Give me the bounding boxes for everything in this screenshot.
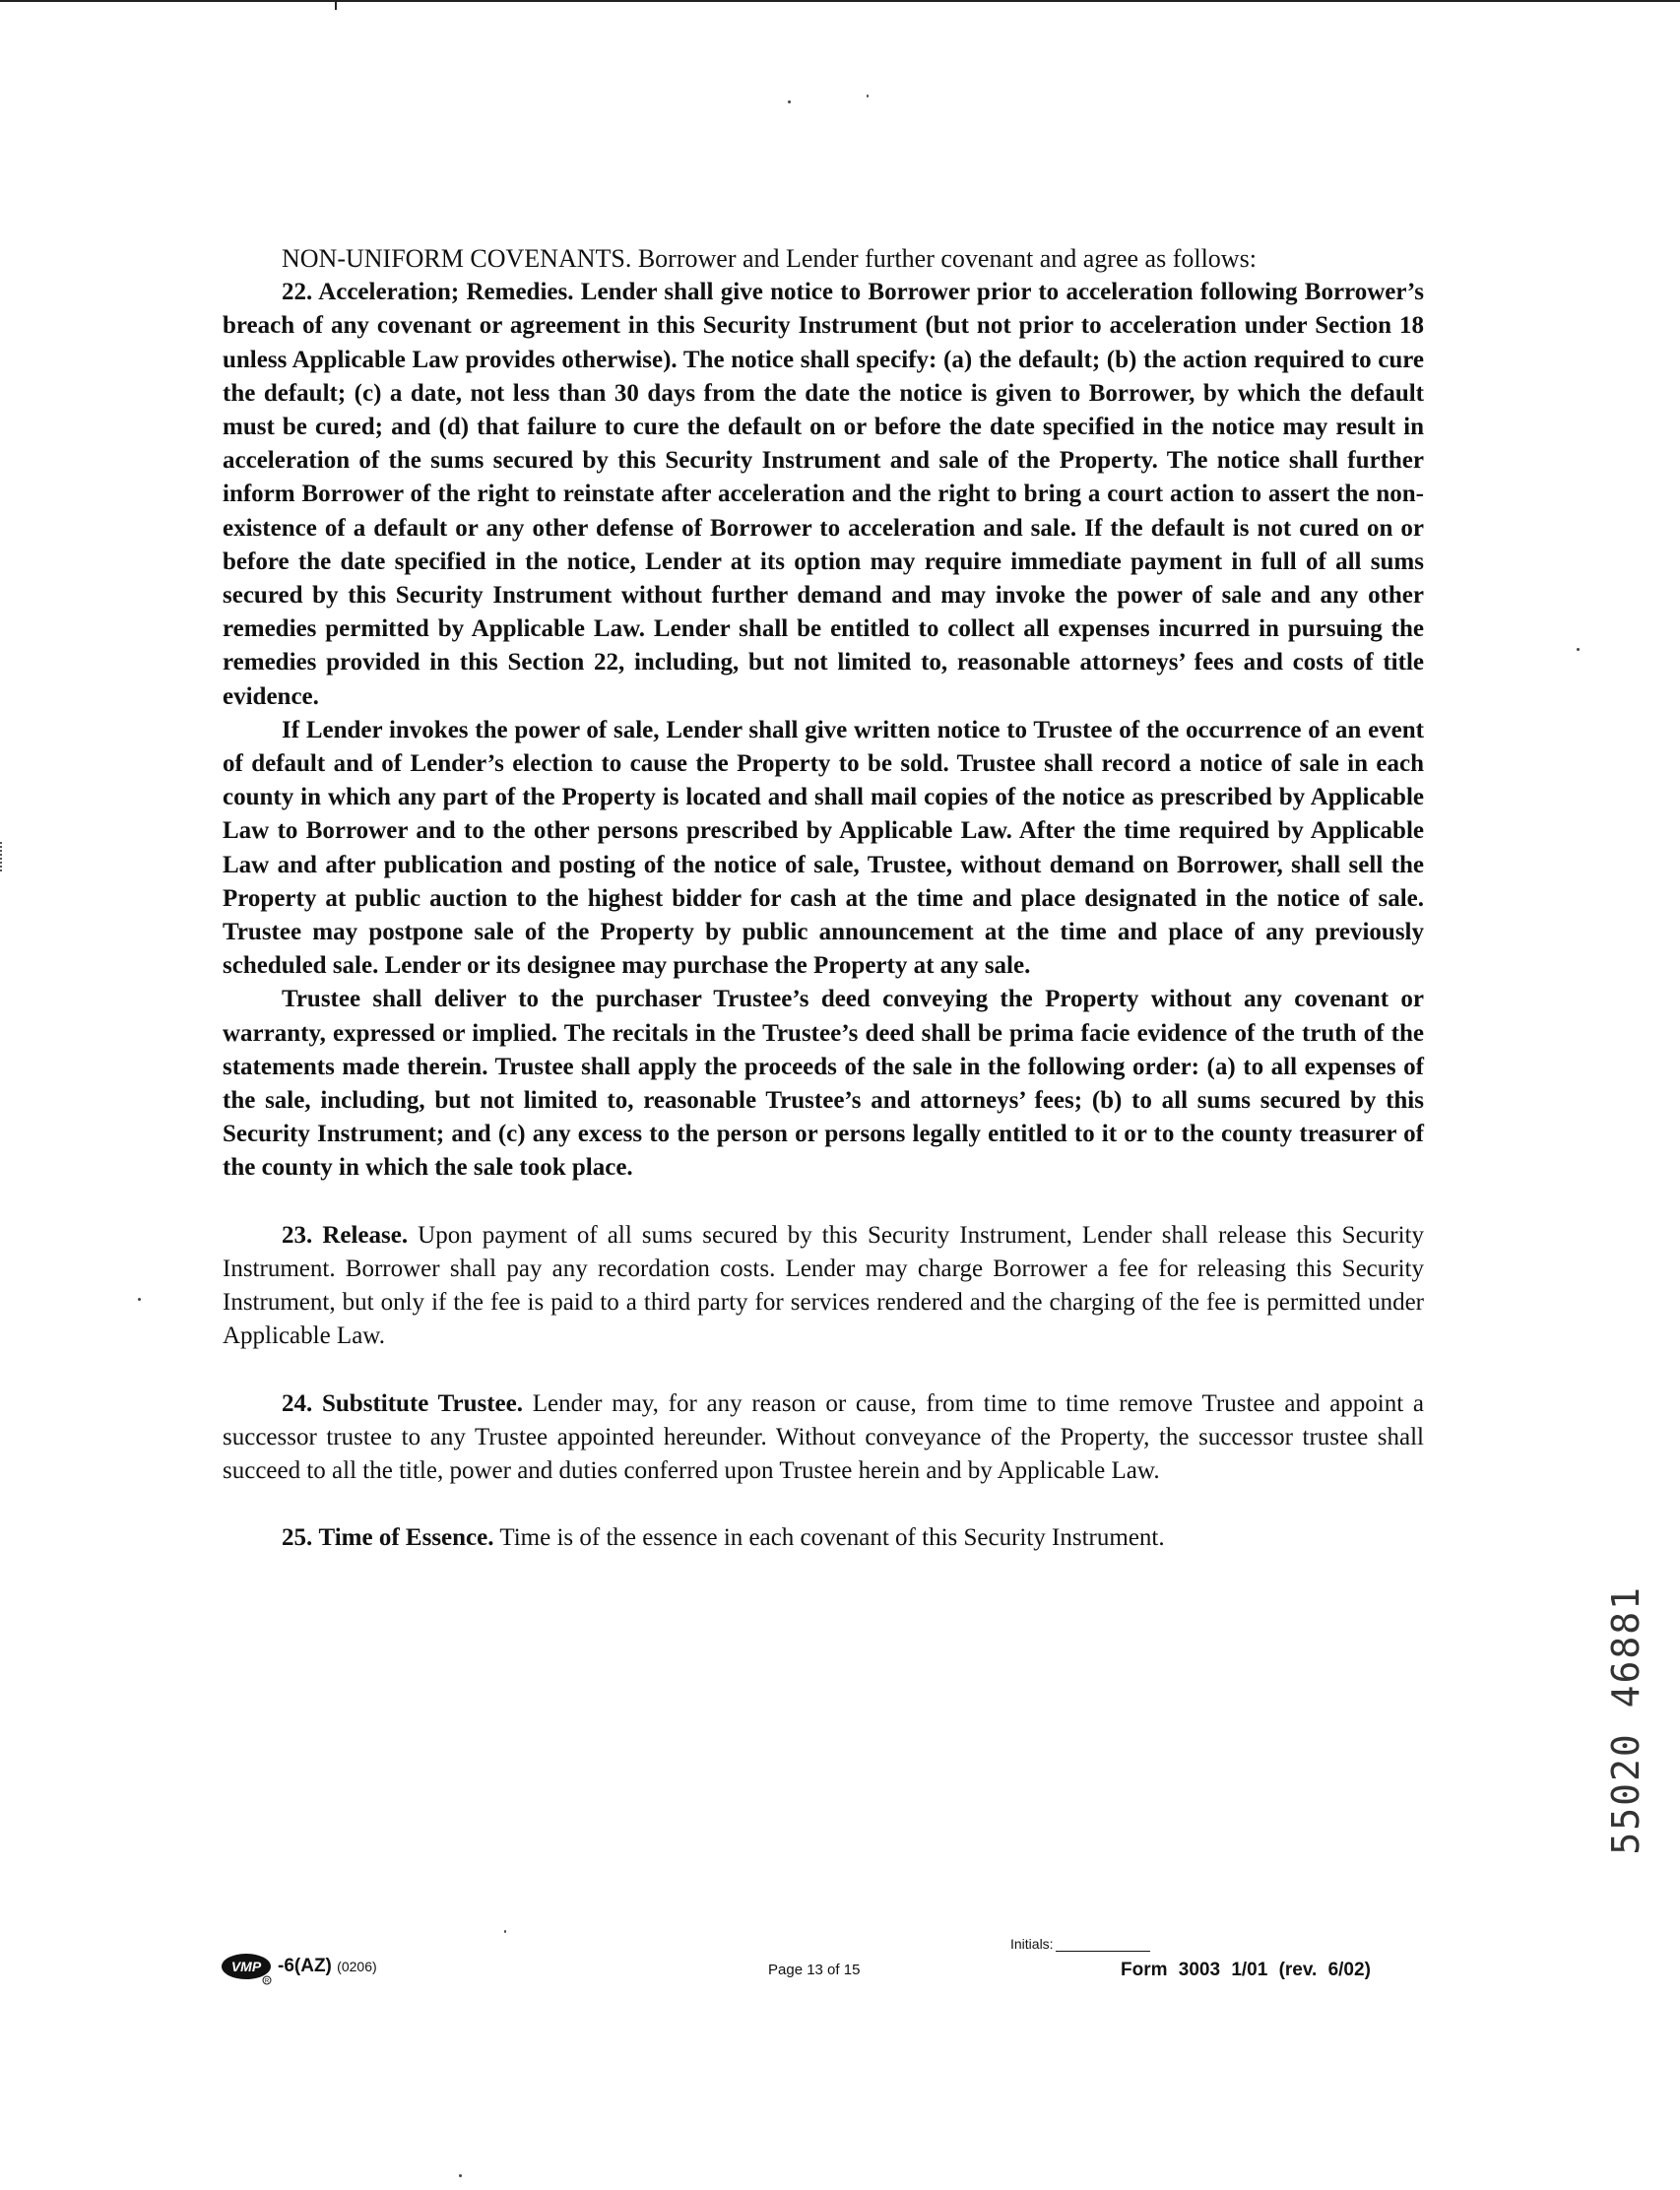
top-border-line: [0, 0, 1680, 2]
section-25-number: 25.: [282, 1524, 313, 1552]
form-code-suffix: (0206): [337, 1959, 377, 1974]
section-22-number: 22.: [282, 279, 313, 306]
form-code: [278, 1956, 377, 1977]
scan-edge-mark: [0, 842, 5, 871]
page-footer: [0, 1936, 1680, 2011]
scan-speck: [504, 1930, 506, 1933]
initials-label: Initials:: [1010, 1936, 1054, 1952]
section-22-trustee-deed: Trustee shall deliver to the purchaser Trustee’s deed conveying the Property without any covenant or warranty, expressed or implied. The recitals in the Trustee’s deed shall be prima facie evidence of the truth of the statements made therein. Trustee shall apply the proceeds of the sale in the following order: (a) to all expenses of the sale, including, but not limited to, reasonable Trustee’s and attorneys’ fees; (b) to all sums secured by this Security Instrument; and (c) any excess to the person or persons legally entitled to it or to the county treasurer of the county in which the sale took place.: [223, 986, 1424, 1182]
section-22-power-of-sale: If Lender invokes the power of sale, Lender shall give written notice to Trustee of the occurrence of an event of default and of Lender’s election to cause the Property to be sold. Trustee shall record a notice of sale in each county in which any part of the Property is located and shall mail copies of the notice as prescribed by Applicable Law to Borrower and to the other persons prescribed by Applicable Law. After the time required by Applicable Law and after publication and posting of the notice of sale, Trustee, without demand on Borrower, shall sell the Property at public auction to the highest bidder for cash at the time and place designated in the notice of sale. Trustee may postpone sale of the Property by public announcement at the time and place of any previously scheduled sale. Lender or its designee may purchase the Property at any sale.: [223, 716, 1424, 980]
section-22-text: Lender shall give notice to Borrower prior to acceleration following Borrower’s breach of any covenant or agreement in this Security Instrument (but not prior to acceleration under Section 18 unless Applicable Law provides otherwise). The notice shall specify: (a) the default; (b) the action required to cure the default; (c) a date, not less than 30 days from the date the notice is given to Borrower, by which the default must be cured; and (d) that failure to cure the default on or before the date specified in the notice may result in acceleration of the sums secured by this Security Instrument and sale of the Property. The notice shall further inform Borrower of the right to reinstate after acceleration and the right to bring a court action to assert the non-existence of a default or any other defense of Borrower to acceleration and sale. If the default is not cured on or before the date specified in the notice, Lender at its option may require immediate payment in full of all sums secured by this Security Instrument without further demand and may invoke the power of sale and any other remedies permitted by Applicable Law. Lender shall be entitled to collect all expenses incurred in pursuing the remedies provided in this Section 22, including, but not limited to, reasonable attorneys’ fees and costs of title evidence.: [223, 279, 1425, 710]
top-border-tick: [335, 0, 337, 10]
section-23-heading: Release.: [322, 1221, 409, 1249]
vmp-logo-icon: [221, 1952, 276, 1985]
form-code-main: -6(AZ): [278, 1956, 332, 1976]
document-id-stamp: 55020 46881: [1604, 1585, 1648, 1855]
scan-speck: [1577, 648, 1580, 651]
section-24-number: 24.: [282, 1389, 313, 1417]
initials-line[interactable]: [1056, 1951, 1150, 1952]
scan-speck: [138, 1298, 141, 1301]
section-23-text: Upon payment of all sums secured by this Security Instrument, Lender shall release this Security Instrument. Borrower shall pay any recordation costs. Lender may charge Borrower a fee for releasing this Security Instrument, but only if the fee is paid to a third party for services rendered and the charging of the fee is permitted under Applicable Law.: [223, 1221, 1424, 1350]
scan-speck: [867, 95, 869, 97]
section-25-paragraph: [223, 1521, 1424, 1555]
vmp-logo-text: VMP: [230, 1959, 262, 1974]
section-25-text: Time is of the essence in each covenant of this Security Instrument.: [499, 1524, 1165, 1552]
section-23-paragraph: [223, 1219, 1424, 1354]
scan-speck: [459, 2174, 462, 2177]
section-22-heading: Acceleration; Remedies.: [318, 279, 574, 306]
document-body: [223, 242, 1424, 1555]
section-23-number: 23.: [282, 1221, 313, 1249]
initials-field: [1010, 1936, 1150, 1952]
section-24-text: Lender may, for any reason or cause, from time to time remove Trustee and appoint a successor trustee to any Trustee appointed hereunder. Without conveyance of the Property, the successor trustee shall succeed to all the title, power and duties conferred upon Trustee herein and by Applicable Law.: [223, 1389, 1425, 1484]
form-number: Form 3003 1/01 (rev. 6/02): [1121, 1960, 1371, 1980]
svg-text:R: R: [264, 1978, 270, 1985]
section-24-paragraph: [223, 1387, 1424, 1489]
section-22-paragraph: [223, 276, 1424, 714]
page-number: Page 13 of 15: [768, 1962, 861, 1978]
covenants-intro: NON-UNIFORM COVENANTS. Borrower and Lender further covenant and agree as follows:: [282, 244, 1257, 273]
section-24-heading: Substitute Trustee.: [322, 1389, 523, 1417]
scan-speck: [788, 100, 791, 103]
section-25-heading: Time of Essence.: [318, 1524, 494, 1552]
